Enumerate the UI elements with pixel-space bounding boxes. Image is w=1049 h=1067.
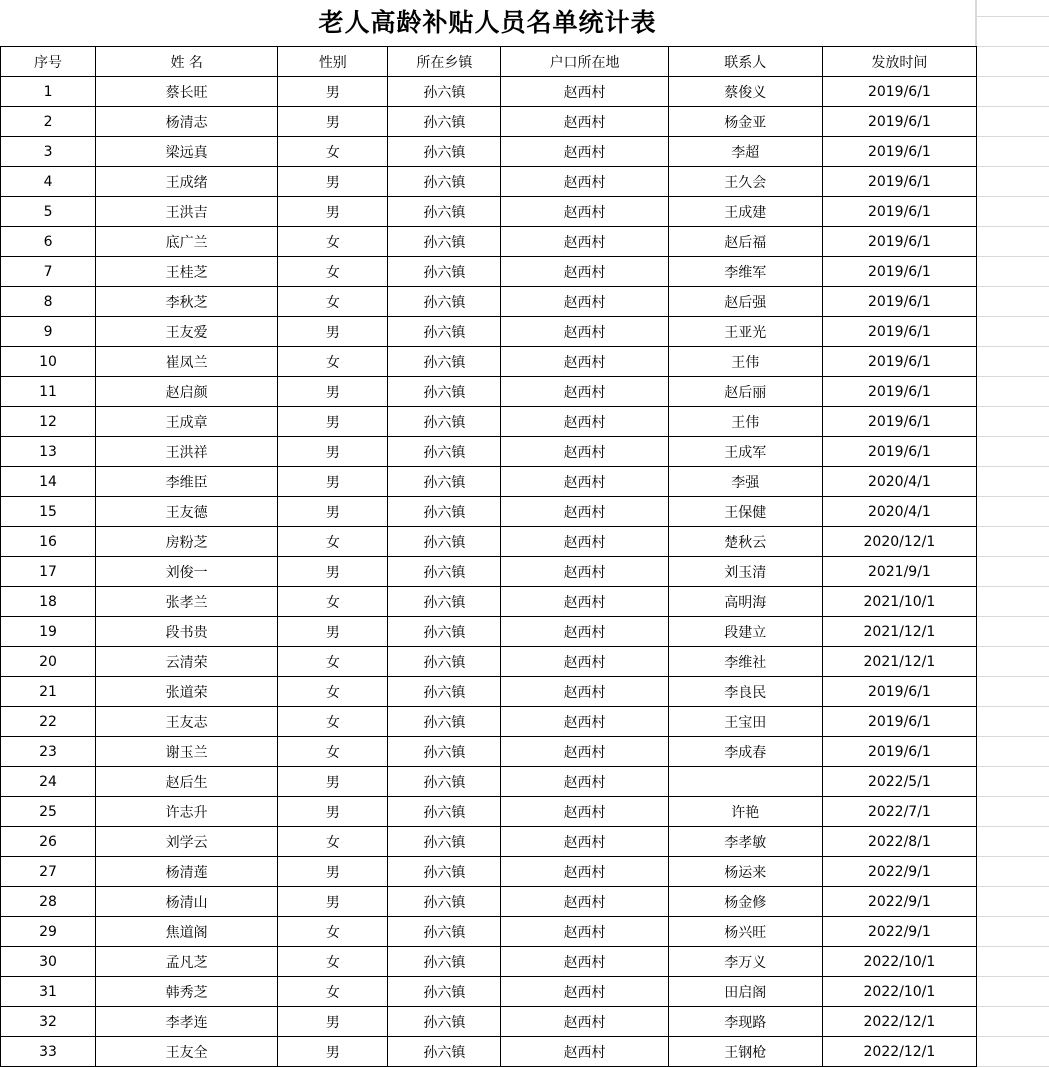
subsidy-roster-table (0, 46, 977, 1067)
table-row (1, 557, 977, 587)
table-row (1, 137, 977, 167)
cell-date[interactable]: 2021/12/1 (822, 647, 976, 677)
cell-contact[interactable]: 王保健 (668, 497, 822, 527)
cell-contact[interactable]: 赵后丽 (668, 377, 822, 407)
cell-date[interactable]: 2022/9/1 (822, 857, 976, 887)
cell-registration[interactable]: 赵西村 (501, 857, 668, 887)
cell-no[interactable]: 7 (1, 257, 96, 287)
cell-contact[interactable]: 杨金修 (668, 887, 822, 917)
cell-name[interactable]: 房粉芝 (96, 527, 278, 557)
table-row (1, 707, 977, 737)
cell-sex[interactable]: 女 (278, 677, 388, 707)
cell-no[interactable]: 18 (1, 587, 96, 617)
cell-no[interactable]: 23 (1, 737, 96, 767)
cell-town[interactable]: 孙六镇 (388, 227, 501, 257)
cell-sex[interactable]: 女 (278, 947, 388, 977)
header-cell-registration[interactable]: 户口所在地 (501, 47, 668, 77)
cell-date[interactable]: 2021/10/1 (822, 587, 976, 617)
cell-registration[interactable]: 赵西村 (501, 887, 668, 917)
cell-date[interactable]: 2020/4/1 (822, 497, 976, 527)
table-row (1, 497, 977, 527)
cell-name[interactable]: 王洪祥 (96, 437, 278, 467)
cell-date[interactable]: 2022/8/1 (822, 827, 976, 857)
cell-registration[interactable]: 赵西村 (501, 707, 668, 737)
cell-town[interactable]: 孙六镇 (388, 707, 501, 737)
cell-contact[interactable]: 刘玉清 (668, 557, 822, 587)
cell-no[interactable]: 28 (1, 887, 96, 917)
cell-town[interactable]: 孙六镇 (388, 377, 501, 407)
table-row (1, 617, 977, 647)
cell-town[interactable]: 孙六镇 (388, 287, 501, 317)
cell-contact[interactable]: 李超 (668, 137, 822, 167)
cell-sex[interactable]: 男 (278, 557, 388, 587)
header-cell-no[interactable]: 序号 (1, 47, 96, 77)
cell-no[interactable]: 25 (1, 797, 96, 827)
cell-sex[interactable]: 女 (278, 707, 388, 737)
table-row (1, 77, 977, 107)
cell-name[interactable]: 段书贵 (96, 617, 278, 647)
cell-contact[interactable]: 王伟 (668, 347, 822, 377)
cell-no[interactable]: 26 (1, 827, 96, 857)
cell-sex[interactable]: 男 (278, 167, 388, 197)
cell-no[interactable]: 10 (1, 347, 96, 377)
cell-no[interactable]: 29 (1, 917, 96, 947)
table-row (1, 107, 977, 137)
cell-sex[interactable]: 男 (278, 317, 388, 347)
cell-date[interactable]: 2019/6/1 (822, 167, 976, 197)
cell-contact[interactable]: 许艳 (668, 797, 822, 827)
table-row (1, 467, 977, 497)
cell-town[interactable]: 孙六镇 (388, 407, 501, 437)
cell-town[interactable]: 孙六镇 (388, 137, 501, 167)
cell-date[interactable]: 2019/6/1 (822, 377, 976, 407)
cell-registration[interactable]: 赵西村 (501, 677, 668, 707)
cell-town[interactable]: 孙六镇 (388, 887, 501, 917)
cell-name[interactable]: 赵后生 (96, 767, 278, 797)
table-row (1, 227, 977, 257)
cell-name[interactable]: 杨清山 (96, 887, 278, 917)
cell-no[interactable]: 12 (1, 407, 96, 437)
cell-contact[interactable]: 高明海 (668, 587, 822, 617)
cell-sex[interactable]: 女 (278, 227, 388, 257)
cell-town[interactable]: 孙六镇 (388, 167, 501, 197)
cell-name[interactable]: 云清荣 (96, 647, 278, 677)
cell-name[interactable]: 王友志 (96, 707, 278, 737)
cell-contact[interactable]: 王成建 (668, 197, 822, 227)
cell-name[interactable]: 谢玉兰 (96, 737, 278, 767)
cell-registration[interactable]: 赵西村 (501, 77, 668, 107)
cell-date[interactable]: 2019/6/1 (822, 677, 976, 707)
cell-sex[interactable]: 男 (278, 767, 388, 797)
cell-contact[interactable] (668, 767, 822, 797)
cell-date[interactable]: 2020/12/1 (822, 527, 976, 557)
cell-town[interactable]: 孙六镇 (388, 1007, 501, 1037)
cell-sex[interactable]: 男 (278, 497, 388, 527)
cell-town[interactable]: 孙六镇 (388, 677, 501, 707)
cell-sex[interactable]: 女 (278, 827, 388, 857)
cell-sex[interactable]: 男 (278, 437, 388, 467)
cell-date[interactable]: 2019/6/1 (822, 257, 976, 287)
table-row (1, 407, 977, 437)
cell-no[interactable]: 8 (1, 287, 96, 317)
header-cell-contact[interactable]: 联系人 (668, 47, 822, 77)
table-row (1, 827, 977, 857)
cell-sex[interactable]: 男 (278, 1007, 388, 1037)
cell-name[interactable]: 王成绪 (96, 167, 278, 197)
cell-registration[interactable]: 赵西村 (501, 287, 668, 317)
cell-no[interactable]: 32 (1, 1007, 96, 1037)
cell-registration[interactable]: 赵西村 (501, 107, 668, 137)
cell-name[interactable]: 孟凡芝 (96, 947, 278, 977)
cell-town[interactable]: 孙六镇 (388, 617, 501, 647)
table-row (1, 1037, 977, 1067)
table-row (1, 677, 977, 707)
cell-no[interactable]: 31 (1, 977, 96, 1007)
table-row (1, 347, 977, 377)
cell-registration[interactable]: 赵西村 (501, 1007, 668, 1037)
cell-registration[interactable]: 赵西村 (501, 407, 668, 437)
cell-no[interactable]: 30 (1, 947, 96, 977)
cell-no[interactable]: 22 (1, 707, 96, 737)
empty-sheet-area[interactable] (976, 0, 1049, 1067)
cell-name[interactable]: 许志升 (96, 797, 278, 827)
cell-no[interactable]: 6 (1, 227, 96, 257)
cell-sex[interactable]: 男 (278, 797, 388, 827)
cell-no[interactable]: 27 (1, 857, 96, 887)
cell-town[interactable]: 孙六镇 (388, 437, 501, 467)
cell-date[interactable]: 2019/6/1 (822, 287, 976, 317)
cell-contact[interactable]: 李维社 (668, 647, 822, 677)
cell-registration[interactable]: 赵西村 (501, 557, 668, 587)
cell-registration[interactable]: 赵西村 (501, 467, 668, 497)
cell-date[interactable]: 2022/9/1 (822, 887, 976, 917)
table-row (1, 947, 977, 977)
header-cell-name[interactable]: 姓 名 (96, 47, 278, 77)
cell-name[interactable]: 李孝连 (96, 1007, 278, 1037)
cell-registration[interactable]: 赵西村 (501, 917, 668, 947)
table-row (1, 767, 977, 797)
cell-registration[interactable]: 赵西村 (501, 497, 668, 527)
cell-registration[interactable]: 赵西村 (501, 977, 668, 1007)
cell-date[interactable]: 2019/6/1 (822, 707, 976, 737)
cell-contact[interactable]: 李现路 (668, 1007, 822, 1037)
cell-registration[interactable]: 赵西村 (501, 587, 668, 617)
cell-contact[interactable]: 蔡俊义 (668, 77, 822, 107)
cell-contact[interactable]: 王宝田 (668, 707, 822, 737)
header-cell-sex[interactable]: 性别 (278, 47, 388, 77)
cell-town[interactable]: 孙六镇 (388, 797, 501, 827)
cell-date[interactable]: 2022/10/1 (822, 977, 976, 1007)
cell-name[interactable]: 韩秀芝 (96, 977, 278, 1007)
cell-name[interactable]: 崔凤兰 (96, 347, 278, 377)
cell-town[interactable]: 孙六镇 (388, 647, 501, 677)
cell-no[interactable]: 15 (1, 497, 96, 527)
cell-contact[interactable]: 李孝敏 (668, 827, 822, 857)
cell-registration[interactable]: 赵西村 (501, 197, 668, 227)
cell-no[interactable]: 14 (1, 467, 96, 497)
cell-sex[interactable]: 女 (278, 287, 388, 317)
cell-sex[interactable]: 女 (278, 587, 388, 617)
cell-date[interactable]: 2019/6/1 (822, 137, 976, 167)
cell-date[interactable]: 2022/9/1 (822, 917, 976, 947)
cell-town[interactable]: 孙六镇 (388, 107, 501, 137)
cell-date[interactable]: 2022/12/1 (822, 1007, 976, 1037)
cell-name[interactable]: 王洪吉 (96, 197, 278, 227)
cell-date[interactable]: 2019/6/1 (822, 317, 976, 347)
cell-contact[interactable]: 李强 (668, 467, 822, 497)
cell-registration[interactable]: 赵西村 (501, 347, 668, 377)
cell-date[interactable]: 2022/12/1 (822, 1037, 976, 1067)
cell-name[interactable]: 张道荣 (96, 677, 278, 707)
cell-contact[interactable]: 李良民 (668, 677, 822, 707)
cell-no[interactable]: 4 (1, 167, 96, 197)
cell-registration[interactable]: 赵西村 (501, 767, 668, 797)
cell-no[interactable]: 5 (1, 197, 96, 227)
cell-sex[interactable]: 女 (278, 137, 388, 167)
table-row (1, 587, 977, 617)
cell-name[interactable]: 王桂芝 (96, 257, 278, 287)
cell-no[interactable]: 19 (1, 617, 96, 647)
table-row (1, 437, 977, 467)
cell-no[interactable]: 1 (1, 77, 96, 107)
cell-contact[interactable]: 段建立 (668, 617, 822, 647)
cell-no[interactable]: 9 (1, 317, 96, 347)
table-row (1, 917, 977, 947)
cell-town[interactable]: 孙六镇 (388, 1037, 501, 1067)
cell-registration[interactable]: 赵西村 (501, 257, 668, 287)
cell-sex[interactable]: 男 (278, 377, 388, 407)
cell-name[interactable]: 王友德 (96, 497, 278, 527)
cell-no[interactable]: 16 (1, 527, 96, 557)
cell-contact[interactable]: 李成春 (668, 737, 822, 767)
cell-date[interactable]: 2019/6/1 (822, 77, 976, 107)
cell-registration[interactable]: 赵西村 (501, 617, 668, 647)
cell-town[interactable]: 孙六镇 (388, 347, 501, 377)
cell-sex[interactable]: 男 (278, 197, 388, 227)
cell-no[interactable]: 17 (1, 557, 96, 587)
cell-date[interactable]: 2022/10/1 (822, 947, 976, 977)
cell-name[interactable]: 刘俊一 (96, 557, 278, 587)
cell-name[interactable]: 杨清莲 (96, 857, 278, 887)
cell-name[interactable]: 王友爱 (96, 317, 278, 347)
table-row (1, 857, 977, 887)
cell-date[interactable]: 2022/7/1 (822, 797, 976, 827)
header-cell-date[interactable]: 发放时间 (822, 47, 976, 77)
cell-town[interactable]: 孙六镇 (388, 827, 501, 857)
cell-town[interactable]: 孙六镇 (388, 917, 501, 947)
cell-contact[interactable]: 李维军 (668, 257, 822, 287)
table-row (1, 317, 977, 347)
table-row (1, 887, 977, 917)
table-row (1, 257, 977, 287)
cell-contact[interactable]: 王伟 (668, 407, 822, 437)
cell-sex[interactable]: 女 (278, 977, 388, 1007)
cell-date[interactable]: 2019/6/1 (822, 437, 976, 467)
cell-name[interactable]: 蔡长旺 (96, 77, 278, 107)
table-row (1, 1007, 977, 1037)
cell-no[interactable]: 13 (1, 437, 96, 467)
cell-no[interactable]: 20 (1, 647, 96, 677)
cell-date[interactable]: 2021/9/1 (822, 557, 976, 587)
cell-town[interactable]: 孙六镇 (388, 737, 501, 767)
cell-registration[interactable]: 赵西村 (501, 377, 668, 407)
cell-date[interactable]: 2019/6/1 (822, 107, 976, 137)
cell-name[interactable]: 李维臣 (96, 467, 278, 497)
cell-contact[interactable]: 杨兴旺 (668, 917, 822, 947)
cell-sex[interactable]: 男 (278, 857, 388, 887)
cell-date[interactable]: 2019/6/1 (822, 227, 976, 257)
cell-sex[interactable]: 男 (278, 407, 388, 437)
cell-contact[interactable]: 楚秋云 (668, 527, 822, 557)
cell-no[interactable]: 2 (1, 107, 96, 137)
table-row (1, 647, 977, 677)
cell-sex[interactable]: 男 (278, 617, 388, 647)
cell-town[interactable]: 孙六镇 (388, 587, 501, 617)
cell-registration[interactable]: 赵西村 (501, 827, 668, 857)
cell-sex[interactable]: 男 (278, 467, 388, 497)
cell-town[interactable]: 孙六镇 (388, 767, 501, 797)
cell-registration[interactable]: 赵西村 (501, 317, 668, 347)
table-row (1, 377, 977, 407)
table-row (1, 977, 977, 1007)
cell-town[interactable]: 孙六镇 (388, 557, 501, 587)
cell-no[interactable]: 21 (1, 677, 96, 707)
cell-contact[interactable]: 王钢枪 (668, 1037, 822, 1067)
header-cell-town[interactable]: 所在乡镇 (388, 47, 501, 77)
cell-town[interactable]: 孙六镇 (388, 197, 501, 227)
cell-town[interactable]: 孙六镇 (388, 857, 501, 887)
cell-sex[interactable]: 男 (278, 77, 388, 107)
cell-date[interactable]: 2020/4/1 (822, 467, 976, 497)
cell-registration[interactable]: 赵西村 (501, 437, 668, 467)
cell-contact[interactable]: 赵后福 (668, 227, 822, 257)
cell-sex[interactable]: 女 (278, 737, 388, 767)
cell-registration[interactable]: 赵西村 (501, 797, 668, 827)
cell-registration[interactable]: 赵西村 (501, 737, 668, 767)
cell-town[interactable]: 孙六镇 (388, 257, 501, 287)
cell-town[interactable]: 孙六镇 (388, 497, 501, 527)
table-row (1, 797, 977, 827)
cell-contact[interactable]: 杨金亚 (668, 107, 822, 137)
cell-no[interactable]: 33 (1, 1037, 96, 1067)
cell-contact[interactable]: 王成军 (668, 437, 822, 467)
table-row (1, 287, 977, 317)
table-row (1, 527, 977, 557)
cell-registration[interactable]: 赵西村 (501, 167, 668, 197)
cell-no[interactable]: 24 (1, 767, 96, 797)
cell-sex[interactable]: 男 (278, 887, 388, 917)
cell-contact[interactable]: 李万义 (668, 947, 822, 977)
cell-date[interactable]: 2022/5/1 (822, 767, 976, 797)
cell-sex[interactable]: 男 (278, 107, 388, 137)
cell-sex[interactable]: 女 (278, 647, 388, 677)
cell-name[interactable]: 赵启颜 (96, 377, 278, 407)
cell-date[interactable]: 2019/6/1 (822, 407, 976, 437)
cell-name[interactable]: 王成章 (96, 407, 278, 437)
cell-contact[interactable]: 王久会 (668, 167, 822, 197)
sheet-title[interactable]: 老人高龄补贴人员名单统计表 (0, 0, 976, 46)
table-row (1, 737, 977, 767)
cell-town[interactable]: 孙六镇 (388, 527, 501, 557)
table-row (1, 167, 977, 197)
cell-contact[interactable]: 王亚光 (668, 317, 822, 347)
cell-name[interactable]: 王友全 (96, 1037, 278, 1067)
cell-date[interactable]: 2019/6/1 (822, 197, 976, 227)
cell-registration[interactable]: 赵西村 (501, 527, 668, 557)
cell-no[interactable]: 3 (1, 137, 96, 167)
cell-town[interactable]: 孙六镇 (388, 77, 501, 107)
cell-contact[interactable]: 杨运来 (668, 857, 822, 887)
cell-town[interactable]: 孙六镇 (388, 977, 501, 1007)
cell-name[interactable]: 焦道阁 (96, 917, 278, 947)
cell-sex[interactable]: 女 (278, 527, 388, 557)
cell-registration[interactable]: 赵西村 (501, 647, 668, 677)
header-row (1, 47, 977, 77)
cell-sex[interactable]: 女 (278, 257, 388, 287)
cell-date[interactable]: 2021/12/1 (822, 617, 976, 647)
cell-town[interactable]: 孙六镇 (388, 947, 501, 977)
table-row (1, 197, 977, 227)
cell-contact[interactable]: 赵后强 (668, 287, 822, 317)
cell-registration[interactable]: 赵西村 (501, 947, 668, 977)
cell-date[interactable]: 2019/6/1 (822, 347, 976, 377)
cell-town[interactable]: 孙六镇 (388, 467, 501, 497)
cell-date[interactable]: 2019/6/1 (822, 737, 976, 767)
cell-name[interactable]: 底广兰 (96, 227, 278, 257)
cell-name[interactable]: 张孝兰 (96, 587, 278, 617)
cell-sex[interactable]: 男 (278, 1037, 388, 1067)
cell-registration[interactable]: 赵西村 (501, 1037, 668, 1067)
cell-sex[interactable]: 女 (278, 917, 388, 947)
cell-registration[interactable]: 赵西村 (501, 227, 668, 257)
cell-name[interactable]: 梁远真 (96, 137, 278, 167)
cell-name[interactable]: 杨清志 (96, 107, 278, 137)
cell-registration[interactable]: 赵西村 (501, 137, 668, 167)
cell-sex[interactable]: 女 (278, 347, 388, 377)
table-body (1, 77, 977, 1067)
cell-name[interactable]: 刘学云 (96, 827, 278, 857)
cell-contact[interactable]: 田启阁 (668, 977, 822, 1007)
cell-town[interactable]: 孙六镇 (388, 317, 501, 347)
cell-name[interactable]: 李秋芝 (96, 287, 278, 317)
cell-no[interactable]: 11 (1, 377, 96, 407)
